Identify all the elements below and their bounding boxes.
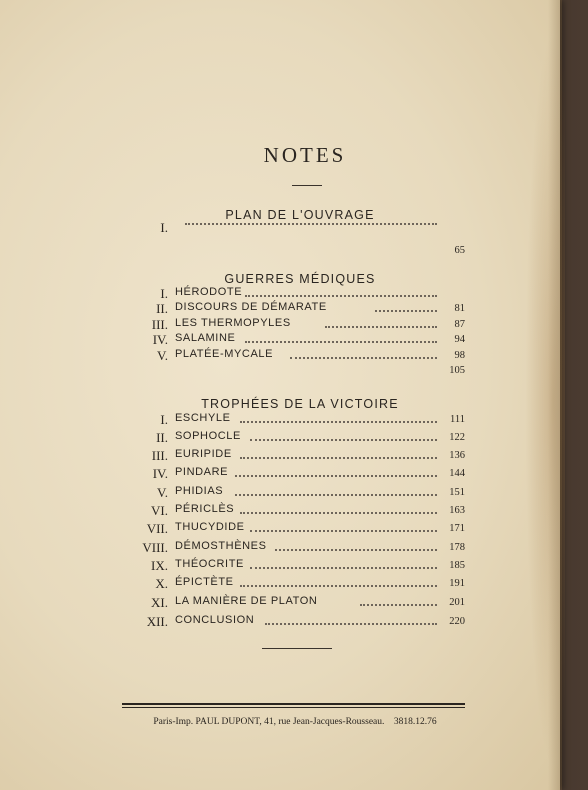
entry-number: III. xyxy=(151,317,168,332)
leader-dots xyxy=(265,622,437,625)
leader-dots xyxy=(360,603,437,606)
toc-entry xyxy=(120,595,465,613)
entry-page: 163 xyxy=(449,505,465,516)
entry-page: 144 xyxy=(449,468,465,479)
toc-entry xyxy=(120,503,465,521)
leader-dots xyxy=(235,474,437,477)
entry-number: VI. xyxy=(151,503,168,518)
entry-label: SOPHOCLE xyxy=(175,430,241,442)
entry-number: IX. xyxy=(151,558,168,573)
toc-entry xyxy=(120,430,465,448)
entry-number: I. xyxy=(160,286,168,301)
entry-number: IV. xyxy=(152,466,168,481)
entry-number: II. xyxy=(156,301,168,316)
leader-dots xyxy=(250,529,437,532)
entry-number: I. xyxy=(160,412,168,427)
entry-number: III. xyxy=(151,448,168,463)
leader-dots xyxy=(240,511,437,514)
entry-page: 81 xyxy=(454,303,465,314)
entry-label: CONCLUSION xyxy=(175,614,255,626)
entry-label: PINDARE xyxy=(175,466,229,478)
entry-page: 122 xyxy=(449,432,465,443)
entry-page: 136 xyxy=(449,450,465,461)
entry-number: V. xyxy=(157,348,168,363)
entry-number: II. xyxy=(156,430,168,445)
toc-entry xyxy=(120,448,465,466)
leader-dots xyxy=(325,325,437,328)
page-title: NOTES xyxy=(263,143,347,167)
leader-dots xyxy=(250,566,437,569)
entry-number: VII. xyxy=(146,521,168,536)
entry-page: 191 xyxy=(449,578,465,589)
entry-label: LES THERMOPYLES xyxy=(175,317,291,329)
toc-entry xyxy=(120,220,465,238)
leader-dots xyxy=(240,584,437,587)
entry-label: ESCHYLE xyxy=(175,412,231,424)
end-rule xyxy=(262,648,332,649)
entry-label: LA MANIÈRE DE PLATON xyxy=(175,595,318,607)
entry-label: PHIDIAS xyxy=(175,485,224,497)
entry-label: DISCOURS DE DÉMARATE xyxy=(175,301,327,313)
entry-page: 111 xyxy=(450,414,465,425)
toc-entry xyxy=(120,466,465,484)
entry-page: 178 xyxy=(449,542,465,553)
toc-entry-page-line xyxy=(120,243,465,261)
entry-label: HÉRODOTE xyxy=(175,286,243,298)
section-heading-guerres: GUERRES MÉDIQUES xyxy=(224,272,376,286)
imprint-text: Paris-Imp. PAUL DUPONT, 41, rue Jean-Jacques-Rousseau. xyxy=(153,717,385,727)
entry-number: XII. xyxy=(146,614,168,629)
entry-page: 220 xyxy=(449,616,465,627)
entry-label: SALAMINE xyxy=(175,332,236,344)
toc-entry xyxy=(120,485,465,503)
entry-number: I. xyxy=(160,220,168,235)
toc-entry xyxy=(120,540,465,558)
imprint-code: 3818.12.76 xyxy=(393,717,437,727)
section-heading-plan: PLAN DE L'OUVRAGE xyxy=(225,208,375,222)
toc-entry-page-line xyxy=(120,363,465,381)
leader-dots xyxy=(290,356,437,359)
entry-page: 105 xyxy=(449,365,465,376)
entry-page: 98 xyxy=(454,350,465,361)
entry-page: 171 xyxy=(449,523,465,534)
entry-page: 201 xyxy=(449,597,465,608)
entry-label: PÉRICLÈS xyxy=(175,503,235,515)
entry-page: 185 xyxy=(449,560,465,571)
leader-dots xyxy=(240,456,437,459)
leader-dots xyxy=(185,222,437,225)
entry-page: 65 xyxy=(454,245,465,256)
entry-number: V. xyxy=(157,485,168,500)
page-edge xyxy=(548,0,562,790)
section-heading-trophees: TROPHÉES DE LA VICTOIRE xyxy=(201,397,399,411)
entry-number: VIII. xyxy=(142,540,168,555)
footer-rule-thin xyxy=(122,707,465,708)
entry-label: ÉPICTÈTE xyxy=(175,576,234,588)
footer-rule xyxy=(122,703,465,705)
leader-dots xyxy=(250,438,437,441)
title-rule xyxy=(292,185,322,186)
entry-page: 87 xyxy=(454,319,465,330)
entry-number: XI. xyxy=(151,595,168,610)
toc-entry xyxy=(120,558,465,576)
leader-dots xyxy=(375,309,437,312)
entry-label: PLATÉE-MYCALE xyxy=(175,348,274,360)
entry-label: THUCYDIDE xyxy=(175,521,245,533)
leader-dots xyxy=(245,340,437,343)
entry-label: DÉMOSTHÈNES xyxy=(175,540,267,552)
entry-number: X. xyxy=(155,576,168,591)
entry-number: IV. xyxy=(152,332,168,347)
entry-page: 94 xyxy=(454,334,465,345)
leader-dots xyxy=(235,493,437,496)
toc-entry xyxy=(120,576,465,594)
toc-entry xyxy=(120,412,465,430)
entry-label: THÉOCRITE xyxy=(175,558,244,570)
entry-page: 151 xyxy=(449,487,465,498)
leader-dots xyxy=(275,548,437,551)
entry-label: EURIPIDE xyxy=(175,448,232,460)
leader-dots xyxy=(245,294,437,297)
toc-entry xyxy=(120,614,465,632)
printer-imprint xyxy=(120,717,470,727)
toc-entry xyxy=(120,521,465,539)
leader-dots xyxy=(240,420,437,423)
